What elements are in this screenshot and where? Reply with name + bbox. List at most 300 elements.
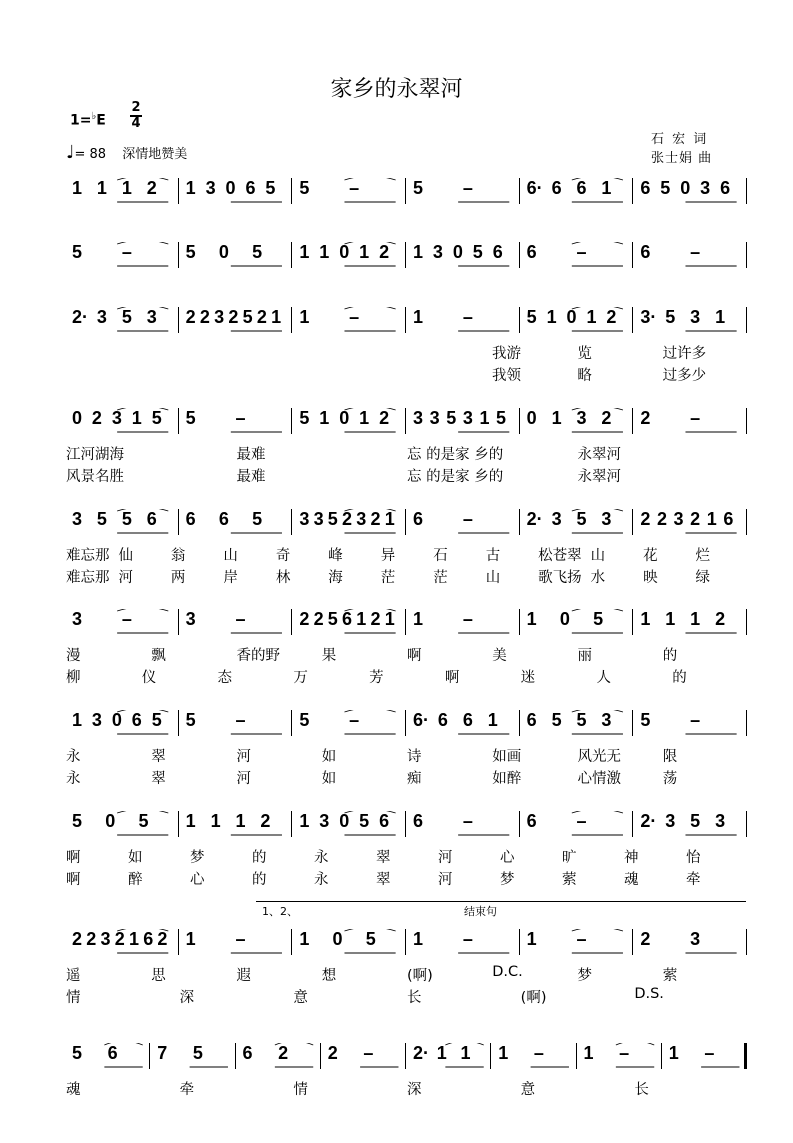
lyric-syllable: 茫 <box>433 570 448 586</box>
lyric-syllable: 仙 <box>118 548 133 564</box>
note: 2 <box>72 929 83 949</box>
system-7 <box>0 710 793 810</box>
note: 5 <box>660 178 671 198</box>
note: 6 <box>526 710 537 730</box>
note: 6 <box>185 509 196 529</box>
note: 6 <box>413 811 424 831</box>
note: 5 <box>252 242 263 262</box>
note: 2 <box>327 1043 338 1063</box>
note: 1 <box>460 1043 471 1063</box>
note: 6 <box>413 509 424 529</box>
note: 1 <box>299 307 310 327</box>
note: 6 <box>245 178 256 198</box>
note: 3 <box>690 307 701 327</box>
note: 5 <box>121 509 132 529</box>
note: 2 <box>146 178 157 198</box>
note: 3 <box>673 509 684 529</box>
lyricist: 石 宏 词 <box>651 132 709 147</box>
note: – <box>690 408 701 428</box>
note: 3 <box>91 710 102 730</box>
note: 1 <box>586 307 597 327</box>
lyric-syllable: 最难 <box>236 447 266 463</box>
note: 0 <box>339 408 350 428</box>
composer: 张士娟 曲 <box>651 151 713 166</box>
note: 3 <box>700 178 711 198</box>
lyric-syllable: 我领 <box>492 368 521 384</box>
note: 2 <box>185 307 196 327</box>
lyric-syllable: 心情激 <box>577 771 621 787</box>
lyric-syllable: 河 <box>236 771 251 787</box>
lyric-syllable: 萦 <box>562 872 577 888</box>
lyric-syllable: 魂 <box>66 1082 81 1098</box>
lyric-syllable: 过许多 <box>662 346 707 362</box>
note: 6 <box>143 929 154 949</box>
note: 6 <box>462 710 473 730</box>
note: 5 <box>327 509 338 529</box>
note: – <box>349 710 360 730</box>
lyric-syllable: 啊 <box>66 872 81 888</box>
note: 2· <box>72 307 89 327</box>
note: 3 <box>299 509 310 529</box>
coda-label: 结束句 <box>464 905 497 918</box>
note: 1 <box>551 408 562 428</box>
lyric-syllable: 梦 <box>190 850 205 866</box>
note: 5 <box>265 178 276 198</box>
lyric-syllable: 长 <box>407 990 422 1006</box>
lyric-syllable: 古 <box>485 548 501 564</box>
note: 6 <box>218 509 229 529</box>
note: 5 <box>151 710 162 730</box>
note: 2 <box>601 408 612 428</box>
beams-and-slurs <box>0 242 793 282</box>
note: 1 <box>299 929 310 949</box>
lyric-syllable: 旷 <box>562 850 577 866</box>
note: 6 <box>526 811 537 831</box>
note: 6 <box>720 178 731 198</box>
note: 6 <box>146 509 157 529</box>
lyric-syllable: 林 <box>275 570 291 586</box>
note: 6 <box>526 242 537 262</box>
note: – <box>363 1043 374 1063</box>
note: 2 <box>114 929 125 949</box>
lyric-syllable: 牵 <box>686 872 701 888</box>
note: 5 <box>299 710 310 730</box>
note: 3 <box>319 811 330 831</box>
lyric-syllable: 梦 <box>500 872 515 888</box>
note: 3 <box>715 811 726 831</box>
note: – <box>462 178 473 198</box>
note: 5 <box>299 408 310 428</box>
note: 5 <box>496 408 507 428</box>
note: 2 <box>228 307 239 327</box>
beams-and-slurs <box>0 609 793 649</box>
lyric-syllable: 奇 <box>275 548 291 564</box>
lyric-syllable: 河 <box>118 570 133 586</box>
lyric-syllable: 万 <box>293 670 308 686</box>
note: 1 <box>526 929 537 949</box>
volta-1-label: 1、2、 <box>262 905 298 918</box>
note: 6 <box>379 811 390 831</box>
note: 2 <box>640 929 651 949</box>
note: 3 <box>601 710 612 730</box>
note: 0 <box>452 242 463 262</box>
note: 1 <box>384 509 395 529</box>
note: 3 <box>356 509 367 529</box>
lyric-syllable: 忘 的是家 乡的 <box>407 469 504 485</box>
note: 1 <box>96 178 107 198</box>
note: 5 <box>151 408 162 428</box>
lyric-syllable: 难忘那 <box>66 570 110 586</box>
lyric-syllable: 最难 <box>236 469 266 485</box>
note: 0 <box>72 408 83 428</box>
note: 2 <box>299 609 310 629</box>
note: 1 <box>131 408 142 428</box>
beams-and-slurs <box>0 178 793 218</box>
note: 3 <box>96 307 107 327</box>
note: 1 <box>715 307 726 327</box>
note: 3 <box>665 811 676 831</box>
note: 1 <box>583 1043 594 1063</box>
note: 2 <box>86 929 97 949</box>
note: 6 <box>640 178 651 198</box>
expression: 深情地赞美 <box>122 147 188 162</box>
note: 5 <box>551 710 562 730</box>
note: 7 <box>157 1043 168 1063</box>
note: 2 <box>260 811 271 831</box>
note: 6 <box>492 242 503 262</box>
lyric-syllable: 翠 <box>376 850 391 866</box>
lyric-syllable: 如 <box>321 749 337 765</box>
note: 3 <box>690 929 701 949</box>
lyric-syllable: 的 <box>252 850 267 866</box>
lyric-syllable: 风光无 <box>577 749 621 765</box>
note: 3 <box>413 408 424 428</box>
lyric-syllable: 绿 <box>695 570 711 586</box>
note: 3 <box>111 408 122 428</box>
note: 3 <box>429 408 440 428</box>
note: 5 <box>252 509 263 529</box>
note: 0 <box>339 811 350 831</box>
note: 5 <box>72 811 83 831</box>
note: 5 <box>472 242 483 262</box>
note: 1 <box>384 609 395 629</box>
lyric-syllable: 醉 <box>128 872 143 888</box>
lyric-syllable: 茫 <box>380 570 396 586</box>
lyric-syllable: 难忘那 <box>66 548 110 564</box>
time-bottom: 4 <box>131 116 141 131</box>
system-9 <box>0 905 793 1029</box>
note: 5 <box>185 408 196 428</box>
note: 0 <box>680 178 691 198</box>
lyric-syllable: 荡 <box>662 771 678 787</box>
note: 6· <box>526 178 543 198</box>
note: 1 <box>185 811 196 831</box>
lyric-syllable: 永 <box>314 872 329 888</box>
lyric-syllable: 我游 <box>492 346 521 362</box>
note: 2 <box>656 509 667 529</box>
note: – <box>121 242 132 262</box>
lyric-syllable: 情 <box>293 1082 308 1098</box>
lyric-syllable: 迷 <box>520 670 536 686</box>
lyric-syllable: 河 <box>236 749 251 765</box>
note: 5 <box>526 307 537 327</box>
lyric-syllable: 河 <box>438 850 453 866</box>
lyric-syllable: 啊 <box>407 648 422 664</box>
lyric-syllable: 漫 <box>66 648 81 664</box>
note: 3· <box>640 307 657 327</box>
lyric-syllable: 限 <box>662 749 678 765</box>
note: 2 <box>640 509 651 529</box>
beams-and-slurs <box>0 1043 793 1083</box>
note: 6 <box>551 178 562 198</box>
lyric-syllable: 松苍翠 <box>538 548 582 564</box>
note: 2 <box>157 929 168 949</box>
note: 2 <box>370 509 381 529</box>
note: 5 <box>185 242 196 262</box>
lyric-syllable: 想 <box>321 968 337 984</box>
note: 1 <box>546 307 557 327</box>
lyric-syllable: 永 <box>314 850 329 866</box>
lyric-syllable: 两 <box>170 570 186 586</box>
lyric-syllable: 峰 <box>328 548 343 564</box>
note: 1 <box>640 609 651 629</box>
note: 3 <box>551 509 562 529</box>
lyric-syllable: 柳 <box>66 670 81 686</box>
lyric-syllable: 美 <box>492 648 507 664</box>
note: 1 <box>210 811 221 831</box>
note: 2· <box>526 509 543 529</box>
note: 1 <box>413 307 424 327</box>
note: 3 <box>146 307 157 327</box>
system-8 <box>0 811 793 911</box>
lyric-syllable: 映 <box>643 570 658 586</box>
note: 0 <box>566 307 577 327</box>
lyric-syllable: 烂 <box>695 548 711 564</box>
lyric-syllable: 意 <box>520 1082 536 1098</box>
note: 1 <box>271 307 282 327</box>
lyric-syllable: 歌飞扬 <box>538 570 582 586</box>
lyric-syllable: 览 <box>577 346 592 362</box>
lyric-syllable: 心 <box>190 872 205 888</box>
lyric-syllable: 水 <box>590 570 606 586</box>
note: – <box>235 609 246 629</box>
lyric-syllable: 异 <box>380 548 396 564</box>
note: 1 <box>413 609 424 629</box>
note: 5 <box>192 1043 203 1063</box>
note: 6 <box>342 609 353 629</box>
lyric-syllable: 态 <box>217 670 233 686</box>
lyric-syllable: 丽 <box>577 648 592 664</box>
note: 3 <box>432 242 443 262</box>
note: 1 <box>359 242 370 262</box>
lyric-syllable: 风景名胜 <box>66 469 124 485</box>
note: 3 <box>100 929 111 949</box>
lyric-syllable: 翠 <box>376 872 391 888</box>
note: 2 <box>379 408 390 428</box>
lyric-syllable: 花 <box>643 548 658 564</box>
beams-and-slurs <box>0 710 793 750</box>
lyric-syllable: 如 <box>128 850 143 866</box>
beams-and-slurs <box>0 929 793 969</box>
note: 6· <box>413 710 430 730</box>
lyric-syllable: 长 <box>634 1082 649 1098</box>
lyric-syllable: 情 <box>66 990 81 1006</box>
note: 5 <box>299 178 310 198</box>
lyric-syllable: 萦 <box>662 968 678 984</box>
note: 1 <box>299 242 310 262</box>
note: 1 <box>121 178 132 198</box>
note: 1 <box>706 509 717 529</box>
note: 5 <box>576 509 587 529</box>
lyric-syllable: 果 <box>321 648 337 664</box>
note: 1 <box>526 609 537 629</box>
note: – <box>576 242 587 262</box>
note: – <box>235 710 246 730</box>
note: 3 <box>313 509 324 529</box>
lyric-syllable: 山 <box>590 548 606 564</box>
lyric-syllable: 牵 <box>179 1082 195 1098</box>
lyric-syllable: 山 <box>223 548 238 564</box>
lyric-syllable: 河 <box>438 872 453 888</box>
note: – <box>462 929 473 949</box>
note: 2 <box>199 307 210 327</box>
note: 1 <box>601 178 612 198</box>
note: 2 <box>640 408 651 428</box>
lyric-syllable: 思 <box>151 968 166 984</box>
system-6 <box>0 609 793 709</box>
note: – <box>349 178 360 198</box>
note: 1 <box>665 609 676 629</box>
note: 5 <box>72 242 83 262</box>
lyric-syllable: 如醉 <box>492 771 522 787</box>
note: – <box>576 811 587 831</box>
lyric-syllable: (啊) <box>407 968 433 984</box>
note: 2 <box>715 609 726 629</box>
note: 1 <box>436 1043 447 1063</box>
note: 2 <box>313 609 324 629</box>
quarter-note-icon: ♩ <box>66 142 75 163</box>
note: – <box>462 509 473 529</box>
system-3 <box>0 307 793 407</box>
note: 6 <box>576 178 587 198</box>
note: 3 <box>72 609 83 629</box>
note: 2· <box>413 1043 430 1063</box>
note: 1 <box>185 178 196 198</box>
key-note: E <box>96 112 106 129</box>
lyric-syllable: 的 <box>672 670 687 686</box>
lyric-syllable: 魂 <box>624 872 639 888</box>
note: 5 <box>72 1043 83 1063</box>
beams-and-slurs <box>0 811 793 851</box>
lyric-syllable: 啊 <box>444 670 460 686</box>
note: 5 <box>665 307 676 327</box>
note: 0 <box>218 242 229 262</box>
lyric-syllable: 永 <box>66 771 81 787</box>
note: 0 <box>332 929 343 949</box>
note: 5 <box>413 178 424 198</box>
note: 5 <box>690 811 701 831</box>
note: 0 <box>111 710 122 730</box>
note: 0 <box>225 178 236 198</box>
tempo-mark <box>66 142 187 163</box>
lyric-syllable: 岸 <box>223 570 238 586</box>
note: 6 <box>437 710 448 730</box>
note: 5 <box>446 408 457 428</box>
note: 5 <box>327 609 338 629</box>
note: 1 <box>128 929 139 949</box>
system-10 <box>0 1043 793 1143</box>
note: 3 <box>576 408 587 428</box>
note: 1 <box>356 609 367 629</box>
lyric-syllable: 痴 <box>407 771 422 787</box>
note: 3 <box>72 509 83 529</box>
note: 6 <box>131 710 142 730</box>
note: 1 <box>487 710 498 730</box>
lyric-syllable: 人 <box>596 670 611 686</box>
note: 5 <box>185 710 196 730</box>
lyric-syllable: 诗 <box>407 749 422 765</box>
lyric-syllable: 的 <box>662 648 678 664</box>
note: 3 <box>462 408 473 428</box>
note: 2· <box>640 811 657 831</box>
note: 2 <box>379 242 390 262</box>
note: – <box>533 1043 544 1063</box>
note: 0 <box>339 242 350 262</box>
lyric-syllable: 香的野 <box>236 648 280 664</box>
note: – <box>619 1043 630 1063</box>
note: 1 <box>668 1043 679 1063</box>
lyric-syllable: 如 <box>321 771 337 787</box>
lyric-syllable: 永翠河 <box>577 447 621 463</box>
lyric-syllable: D.S. <box>634 986 664 1002</box>
note: 2 <box>606 307 617 327</box>
lyric-syllable: 飘 <box>151 648 166 664</box>
note: – <box>704 1043 715 1063</box>
note: 5 <box>593 609 604 629</box>
note: 6 <box>723 509 734 529</box>
lyric-syllable: 意 <box>293 990 308 1006</box>
note: 2 <box>278 1043 289 1063</box>
lyric-syllable: 深 <box>407 1082 422 1098</box>
lyric-syllable: 的 <box>252 872 267 888</box>
flat-icon: ♭ <box>91 111 97 122</box>
note: 1 <box>498 1043 509 1063</box>
note: 5 <box>640 710 651 730</box>
note: 5 <box>365 929 376 949</box>
system-4 <box>0 408 793 508</box>
note: 6 <box>107 1043 118 1063</box>
lyric-syllable: (啊) <box>520 990 547 1006</box>
note: 2 <box>342 509 353 529</box>
lyric-syllable: 忘 的是家 乡的 <box>407 447 504 463</box>
beams-and-slurs <box>0 307 793 347</box>
lyric-syllable: 永翠河 <box>577 469 621 485</box>
key-signature <box>70 111 106 129</box>
lyric-syllable: 遥 <box>66 968 81 984</box>
note: 1 <box>359 408 370 428</box>
note: 1 <box>479 408 490 428</box>
note: – <box>235 929 246 949</box>
lyric-syllable: 石 <box>433 548 448 564</box>
note: – <box>462 307 473 327</box>
note: 2 <box>91 408 102 428</box>
note: – <box>576 929 587 949</box>
lyric-syllable: 山 <box>485 570 501 586</box>
lyric-syllable: 如画 <box>492 749 522 765</box>
lyric-syllable: 翁 <box>170 548 186 564</box>
note: 2 <box>690 509 701 529</box>
note: – <box>235 408 246 428</box>
